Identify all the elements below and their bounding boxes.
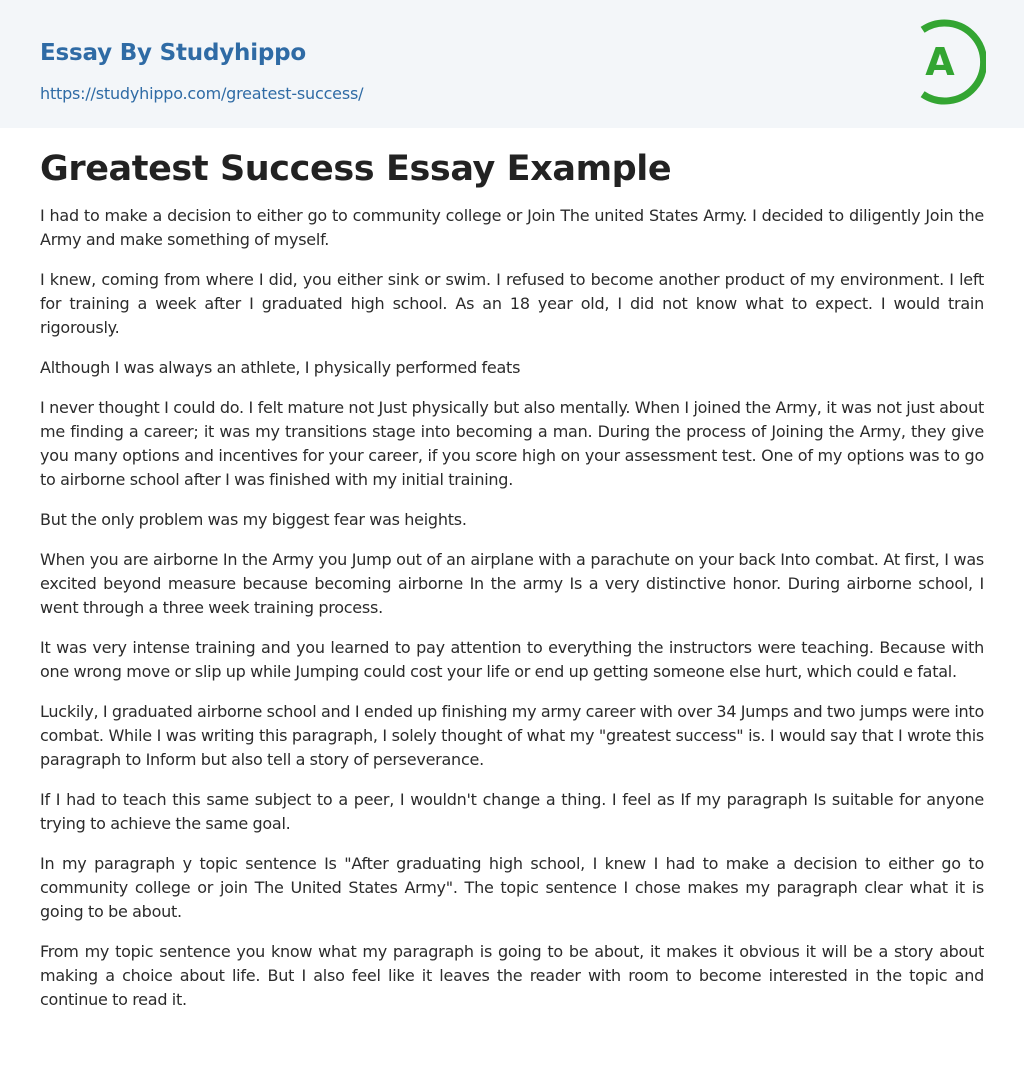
essay-paragraph: Although I was always an athlete, I physically performed feats [40,358,521,377]
essay-paragraph: I had to make a decision to either go to community college or Join The united States Army. I decided to diligently Join the Army and make something of myself. [40,206,984,249]
site-header [0,0,1024,128]
essay-url-link[interactable]: https://studyhippo.com/greatest-success/ [40,84,364,103]
logo-letter: A [925,40,955,84]
essay-paragraph: I never thought I could do. I felt mature not Just physically but also mentally. When I joined the Army, it was not just about me finding a career; it was my transitions stage into becoming a man. During the process of Joining the Army, they give you many options and incentives for your career, if you score high on your assessment test. One of my options was to go to airborne school after I was finished with my initial training. [40,398,984,489]
essay-paragraph: It was very intense training and you learned to pay attention to everything the instructors were teaching. Because with one wrong move or slip up while Jumping could cost your life or end up getting someone else hurt, which could e fatal. [40,638,984,681]
essay-paragraph: In my paragraph y topic sentence Is "After graduating high school, I knew I had to make a decision to either go to community college or join The United States Army". The topic sentence I chose makes my paragraph clear what it is going to be about. [40,854,984,921]
essay-paragraph: Luckily, I graduated airborne school and I ended up finishing my army career with over 34 Jumps and two jumps were into combat. While I was writing this paragraph, I solely thought of what my "greatest success" is. I would say that I wrote this paragraph to Inform but also tell a story of perseverance. [40,702,984,769]
essay-content [0,148,1024,1012]
essay-paragraph: From my topic sentence you know what my paragraph is going to be about, it makes it obvious it will be a story about making a choice about life. But I also feel like it leaves the reader with room to become interested in the topic and continue to read it. [40,942,984,1009]
essay-paragraph: If I had to teach this same subject to a peer, I wouldn't change a thing. I feel as If my paragraph Is suitable for anyone trying to achieve the same goal. [40,790,984,833]
brand-title[interactable]: Essay By Studyhippo [40,40,307,66]
essay-paragraph: When you are airborne In the Army you Jump out of an airplane with a parachute on your back Into combat. At first, I was excited beyond measure because becoming airborne In the army Is a very distinctive honor. During airborne school, I went through a three week training process. [40,550,984,617]
page-title: Greatest Success Essay Example [40,149,672,189]
essay-paragraph: But the only problem was my biggest fear was heights. [40,510,467,529]
essay-paragraph: I knew, coming from where I did, you either sink or swim. I refused to become another product of my environment. I left for training a week after I graduated high school. As an 18 year old, I did not know what to expect. I would train rigorously. [40,270,984,337]
studyhippo-logo-icon[interactable] [912,19,986,105]
